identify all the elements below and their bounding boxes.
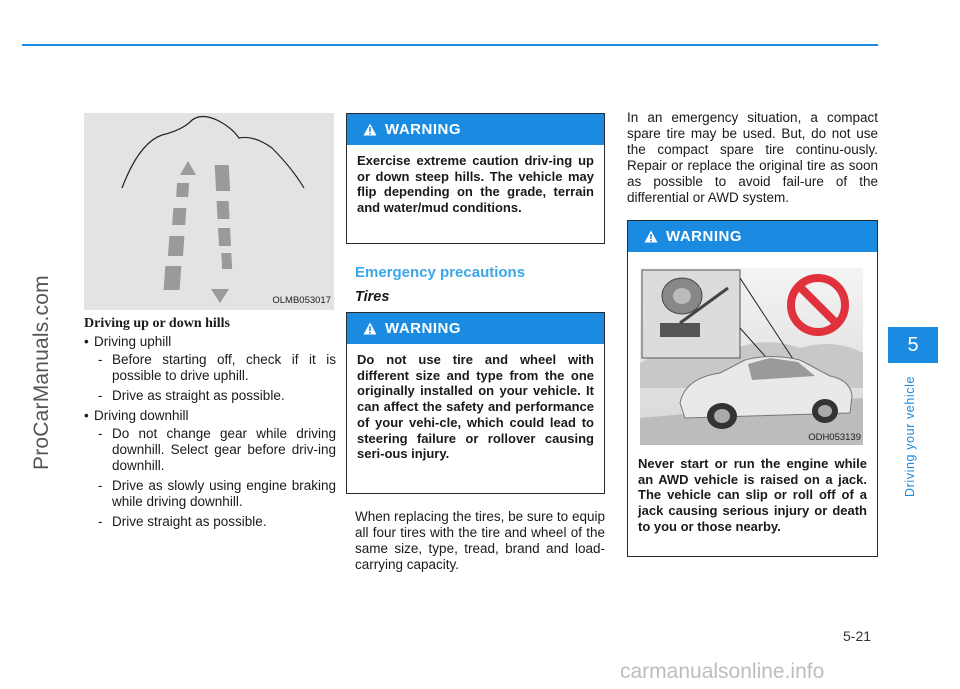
tires-paragraph: When replacing the tires, be sure to equip all four tires with the tire and wheel of the same size, type, tread, brand and load-carrying capacity. (355, 509, 605, 572)
jacked-car-illustration (640, 268, 863, 445)
warning-text: Never start or run the engine while an AWD vehicle is raised on a jack. The vehicle can slip or roll off of a jack causing serious injury or death to you or those nearby. (638, 456, 867, 534)
hills-heading: Driving up or down hills (84, 316, 231, 331)
warning-header (347, 114, 604, 145)
chapter-title: Driving your vehicle (903, 375, 917, 497)
jacked-car-figure (640, 268, 863, 445)
list-subitem: - Before starting off, check if it is possible to drive uphill. (98, 352, 336, 383)
warning-label: WARNING (385, 121, 461, 138)
chapter-number-tab: 5 (888, 327, 938, 363)
warning-header (347, 313, 604, 344)
warning-box-hills (346, 113, 605, 244)
hill-illustration (84, 113, 334, 310)
hill-driving-figure (84, 113, 334, 310)
warning-label: WARNING (666, 228, 742, 245)
warning-triangle-icon (363, 322, 377, 335)
warning-header (628, 221, 877, 252)
list-subitem: - Drive as slowly using engine braking while driving downhill. (98, 478, 336, 509)
list-subitem: - Drive as straight as possible. (98, 388, 285, 403)
spare-tire-paragraph: In an emergency situation, a compact spare tire may be used. But, do not use the compact spare tire continu-ously. Repair or replace the original tire as soon as possible to avoid fail-ure of the differential or AWD system. (627, 110, 878, 205)
warning-label: WARNING (385, 320, 461, 337)
list-subitem: - Drive straight as possible. (98, 514, 267, 529)
page-number: 5-21 (843, 628, 872, 644)
top-rule (22, 44, 878, 46)
warning-box-awd (627, 220, 878, 557)
list-item: • Driving downhill (84, 408, 336, 424)
watermark-left: ProCarManuals.com (30, 275, 53, 470)
section-title: Emergency precautions (355, 264, 526, 281)
section-subtitle: Tires (355, 289, 390, 305)
warning-box-tires (346, 312, 605, 494)
warning-text: Exercise extreme caution driv-ing up or down steep hills. The vehicle may flip depending on the grade, terrain and water/mud conditions. (357, 153, 594, 216)
list-item: • Driving uphill (84, 334, 336, 350)
warning-triangle-icon (644, 230, 658, 243)
watermark-bottom: carmanualsonline.info (620, 660, 825, 683)
hills-list (84, 334, 336, 534)
warning-triangle-icon (363, 123, 377, 136)
list-subitem: - Do not change gear while driving downhill. Select gear before driv-ing downhill. (98, 426, 336, 473)
figure-code: ODH053139 (808, 432, 861, 443)
figure-code: OLMB053017 (272, 295, 331, 306)
warning-text: Do not use tire and wheel with different size and type from the one originally installed on your vehicle. It can affect the safety and performance of your vehi-cle, which could lead to steering failure or rollover causing seri-ous injury. (357, 352, 594, 462)
